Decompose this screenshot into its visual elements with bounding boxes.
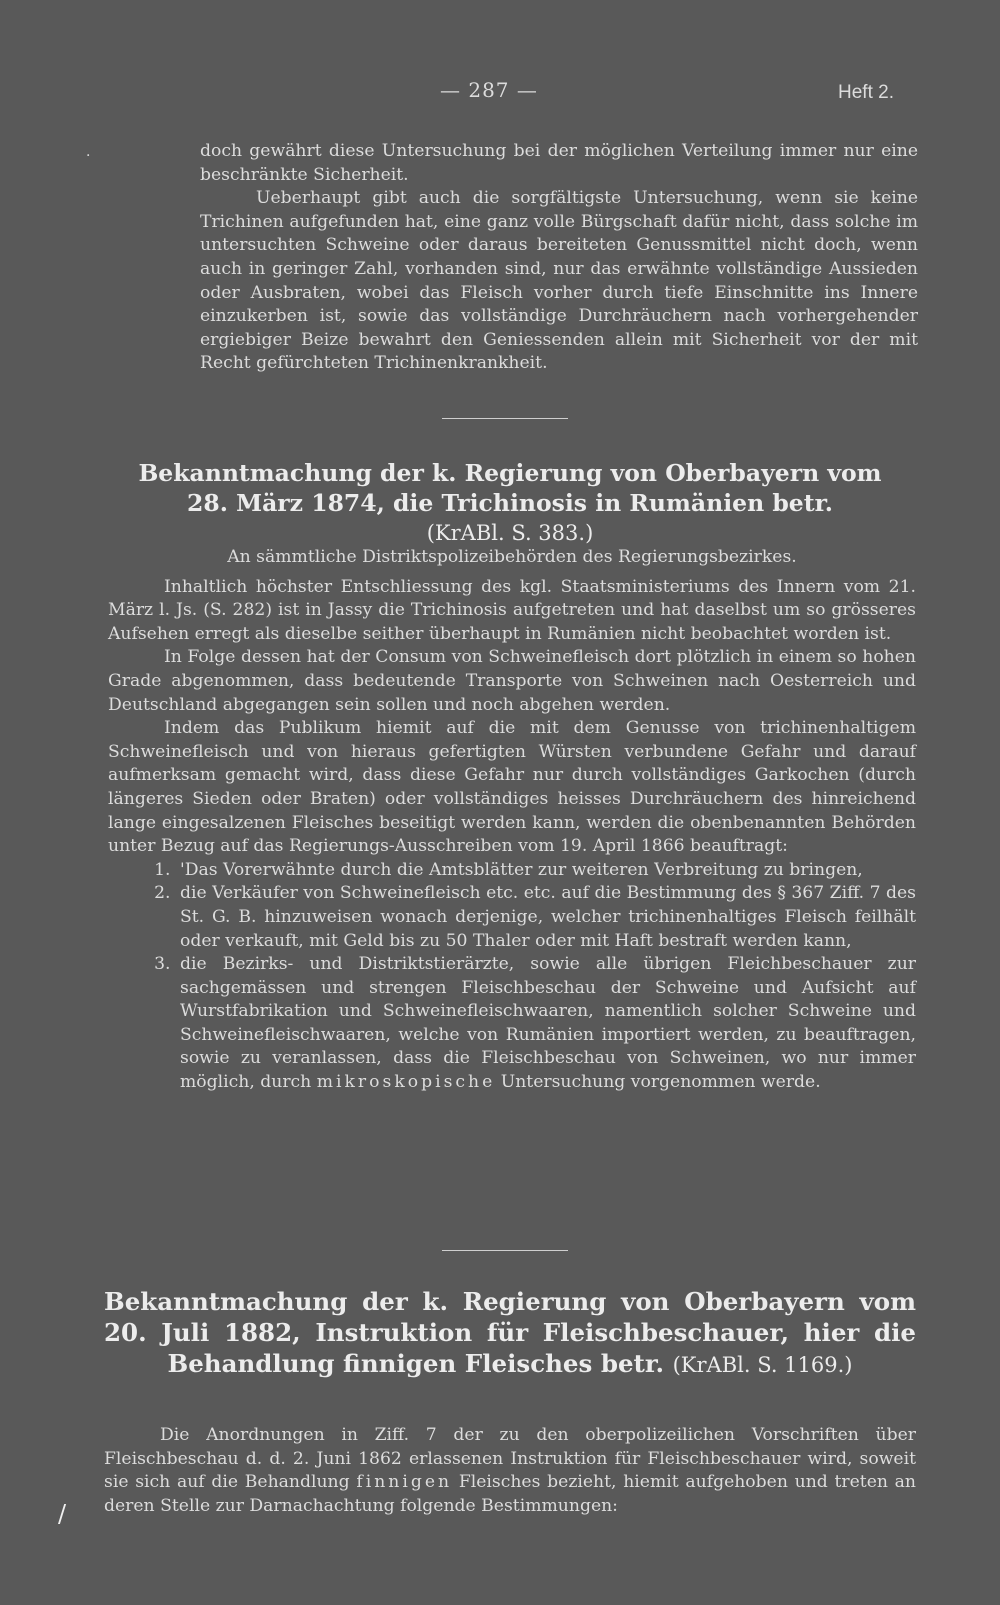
- paragraph: In Folge dessen hat der Consum von Schweinefleisch dort plötzlich in einem so hohen Grade abgenommen, dass bedeutende Transporte von Schweinen nach Oesterreich und Deutschland abgegangen sein sollen und noch abgehen werden.: [108, 647, 916, 715]
- section-1-text: [200, 140, 918, 376]
- heading-line: 28. März 1874, die Trichinosis in Rumänien betr.: [187, 489, 833, 517]
- list-item: [176, 953, 916, 1095]
- margin-dot: ·: [86, 148, 91, 164]
- issue-label: Heft 2.: [838, 82, 894, 103]
- heading-line: Bekanntmachung der k. Regierung von Oberbayern vom: [138, 459, 882, 487]
- spaced-word: finnigen: [356, 1472, 453, 1493]
- list-item: 1. 'Das Vorerwähnte durch die Amtsblätter zur weiteren Verbreitung zu bringen,: [176, 859, 916, 883]
- paragraph-start: Die Anordnungen in Ziff. 7 der zu den oberpolizeilichen Vorschriften über Fleischbeschau d. d. 2. Juni 1862 erlassenen Instruktion für Fleischbeschauer wird, soweit sie sich auf die Behandlung: [104, 1425, 916, 1493]
- section-3-heading: [104, 1286, 916, 1381]
- list-item-text: die Bezirks- und Distriktstierärzte, sowie alle übrigen Fleichbeschauer zur sachgemässen und strengen Fleischbeschau der Schweine und Aufsicht auf Wurstfabrikation und Schweinefleischwaaren, namentlich solcher Schweine und Schweinefleischwaaren, welche von Rumänien importiert werden, zu beauftragen, sowie zu veranlassen, dass die Fleischbeschau von Schweinen, wo nur immer möglich, durch: [180, 954, 916, 1093]
- section-2-heading: [100, 458, 920, 548]
- heading-reference: (KrABl. S. 383.): [426, 521, 594, 545]
- spaced-word: mikroskopische: [316, 1072, 496, 1093]
- paragraph: Ueberhaupt gibt auch die sorgfältigste Untersuchung, wenn sie keine Trichinen aufgefunden hat, eine ganz volle Bürgschaft dafür nicht, dass solche im untersuchten Schweine oder daraus bereiteten Genussmittel nicht doch, wenn auch in geringer Zahl, vorhanden sind, nur das erwähnte vollständige Aussieden oder Ausbraten, wobei das Fleisch vorher durch tiefe Einschnitte ins Innere einzukerben ist, sowie das vollständige Durchräuchern nach vorhergehender ergiebiger Beize bewahrt den Geniessenden allein mit Sicherheit vor der mit Recht gefürchteten Trichinenkrankheit.: [200, 188, 918, 374]
- paragraph: [104, 1424, 916, 1518]
- heading-text: Bekanntmachung der k. Regierung von Oberbayern vom 20. Juli 1882, Instruktion für Fleischbeschauer, hier die Behandlung finnigen Fleisches betr.: [104, 1287, 916, 1378]
- paragraph: doch gewährt diese Untersuchung bei der möglichen Verteilung immer nur eine beschränkte Sicherheit.: [200, 141, 918, 185]
- margin-mark: /: [58, 1500, 67, 1528]
- section-divider: [442, 1250, 568, 1251]
- addressee: An sämmtliche Distriktspolizeibehörden des Regierungsbezirkes.: [227, 547, 797, 567]
- section-2-text: [108, 546, 916, 1095]
- paragraph: Indem das Publikum hiemit auf die mit dem Genusse von trichinenhaltigem Schweinefleisch und von hieraus gefertigten Würsten verbundene Gefahr und darauf aufmerksam gemacht wird, dass diese Gefahr nur durch vollständiges Garkochen (durch längeres Sieden oder Braten) oder vollständiges heisses Durchräuchern des hinreichend lange eingesalzenen Fleisches beseitigt werden kann, werden die obenbenannten Behörden unter Bezug auf das Regierungs-Ausschreiben vom 19. April 1866 beauftragt:: [108, 718, 916, 857]
- section-divider: [442, 418, 568, 419]
- instruction-list: [108, 859, 916, 1095]
- heading-reference: (KrABl. S. 1169.): [672, 1353, 853, 1377]
- list-item: 2. die Verkäufer von Schweinefleisch etc. etc. auf die Bestimmung des § 367 Ziff. 7 des St. G. B. hinzuweisen wonach derjenige, welcher trichinenhaltiges Fleisch feilhält oder verkauft, mit Geld bis zu 50 Thaler oder mit Haft bestraft werden kann,: [176, 882, 916, 953]
- page-number: — 287 —: [440, 78, 538, 102]
- list-item-end: Untersuchung vorgenommen werde.: [495, 1072, 821, 1093]
- page-header: [0, 78, 1000, 108]
- paragraph: Inhaltlich höchster Entschliessung des kgl. Staatsministeriums des Innern vom 21. März l. Js. (S. 282) ist in Jassy die Trichinosis aufgetreten und hat daselbst um so grösseres Aufsehen erregt als dieselbe seither überhaupt in Rumänien nicht beobachtet worden ist.: [108, 576, 916, 644]
- paragraph-end: Fleisches bezieht, hiemit aufgehoben und treten an deren Stelle zur Darnachachtung folgende Bestimmungen:: [104, 1472, 916, 1516]
- section-3-text: [104, 1424, 916, 1518]
